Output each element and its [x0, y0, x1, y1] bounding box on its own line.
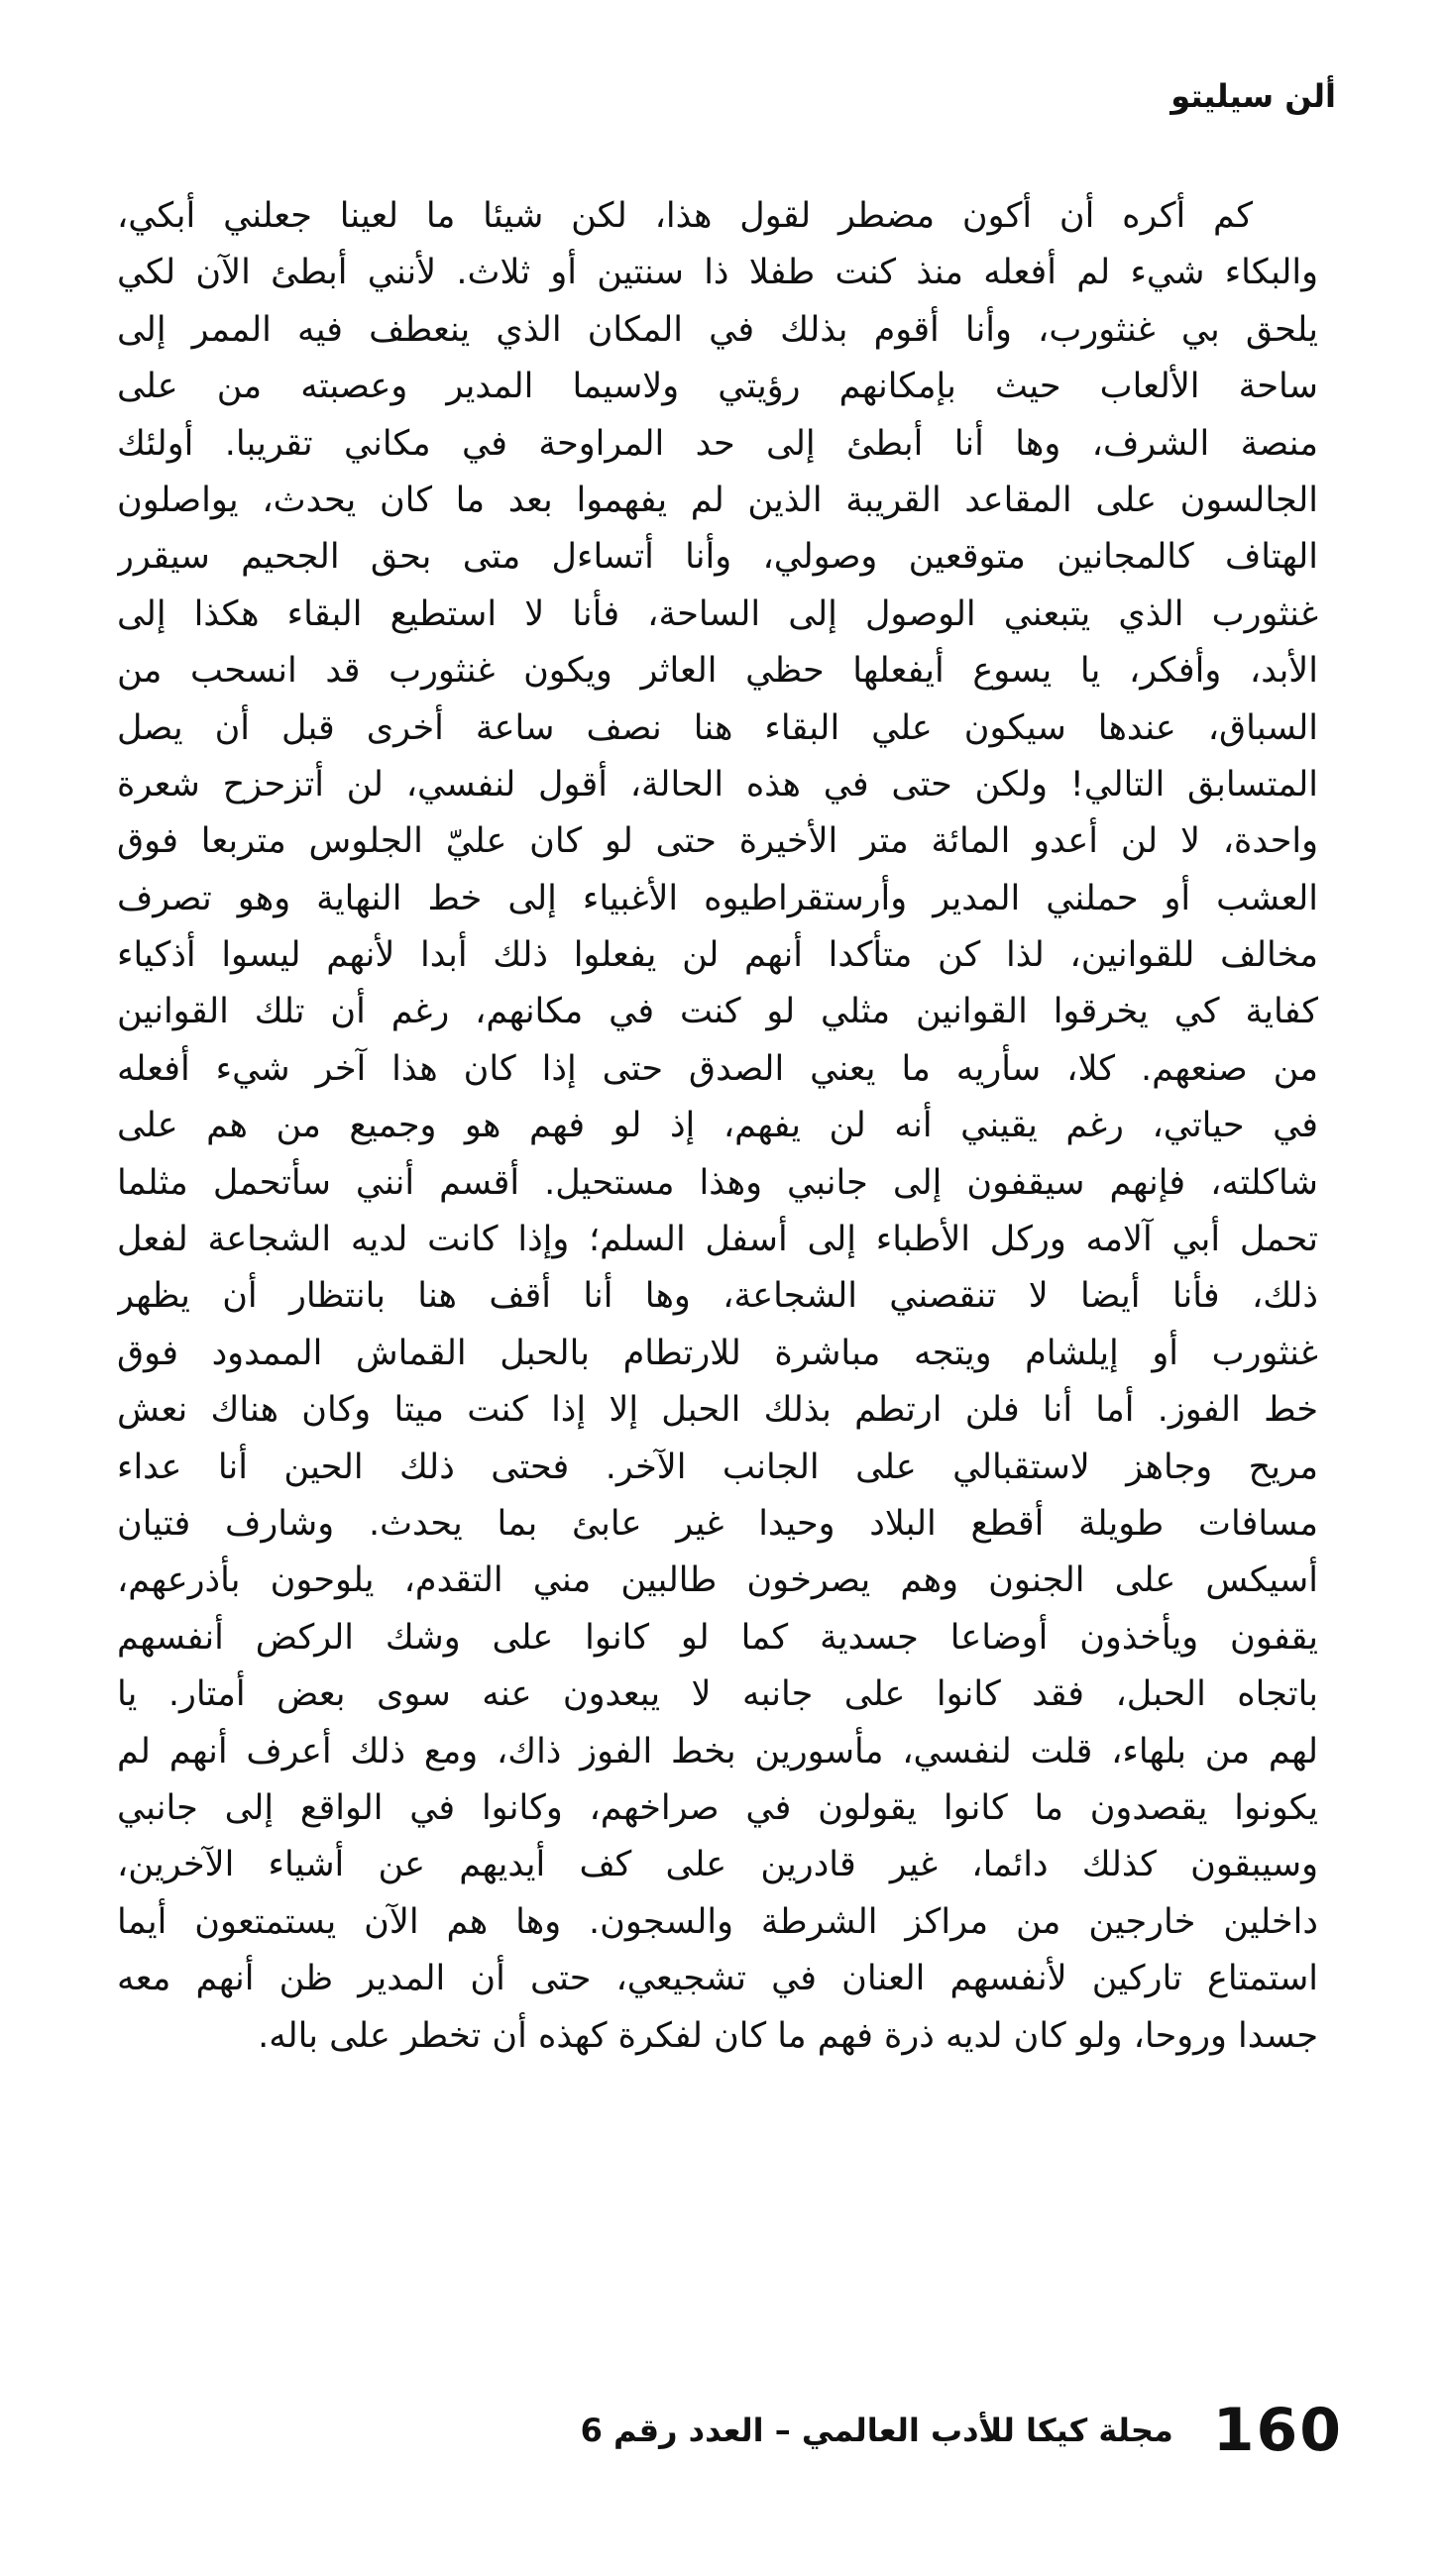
running-header-author: ألن سيليتو: [1170, 77, 1336, 115]
text-line: الأبد، وأفكر، يا يسوع أيفعلها حظي العاثر ويكون غنثورب قد انسحب من: [117, 651, 1318, 692]
text-line: مسافات طويلة أقطع البلاد وحيدا غير عابئ بما يحدث. وشارف فتيان: [117, 1503, 1318, 1544]
text-line: مخالف للقوانين، لذا كن متأكدا أنهم لن يفعلوا ذلك أبدا لأنهم ليسوا أذكياء: [117, 935, 1318, 976]
text-line: في حياتي، رغم يقيني أنه لن يفهم، إذ لو فهم هو وجميع من هم على: [117, 1106, 1318, 1146]
text-line: وسيبقون كذلك دائما، غير قادرين على كف أيديهم عن أشياء الآخرين،: [117, 1845, 1318, 1885]
text-line: باتجاه الحبل، فقد كانوا على جانبه لا يبعدون عنه سوى بعض أمتار. يا: [117, 1674, 1318, 1715]
text-line: يلحق بي غنثورب، وأنا أقوم بذلك في المكان الذي ينعطف فيه الممر إلى: [117, 309, 1318, 350]
text-line: أسيكس على الجنون وهم يصرخون طالبين مني التقدم، يلوحون بأذرعهم،: [117, 1560, 1318, 1601]
text-line: جسدا وروحا، ولو كان لديه ذرة فهم ما كان لفكرة كهذه أن تخطر على باله.: [258, 2015, 1318, 2056]
text-line: الهتاف كالمجانين متوقعين وصولي، وأنا أتساءل متى بحق الجحيم سيقرر: [117, 537, 1318, 578]
text-line: يقفون ويأخذون أوضاعا جسدية كما لو كانوا على وشك الركض أنفسهم: [117, 1617, 1318, 1658]
text-line: الجالسون على المقاعد القريبة الذين لم يفهموا بعد ما كان يحدث، يواصلون: [117, 480, 1318, 520]
text-line: والبكاء شيء لم أفعله منذ كنت طفلا ذا سنتين أو ثلاث. لأنني أبطئ الآن لكي: [117, 253, 1318, 293]
body-text: [117, 188, 1318, 2065]
text-line: ساحة الألعاب حيث بإمكانهم رؤيتي ولاسيما المدير وعصبته من على: [117, 367, 1318, 407]
text-line: منصة الشرف، وها أنا أبطئ إلى حد المراوحة في مكاني تقريبا. أولئك: [117, 423, 1318, 464]
text-line: تحمل أبي آلامه وركل الأطباء إلى أسفل السلم؛ وإذا كانت لديه الشجاعة لفعل: [117, 1220, 1318, 1260]
journal-name: مجلة كيكا للأدب العالمي – العدد رقم 6: [580, 2412, 1173, 2449]
text-line: السباق، عندها سيكون علي البقاء هنا نصف ساعة أخرى قبل أن يصل: [117, 707, 1318, 748]
text-line: مريح وجاهز لاستقبالي على الجانب الآخر. فحتى ذلك الحين أنا عداء: [117, 1447, 1318, 1487]
text-line: واحدة، لا لن أعدو المائة متر الأخيرة حتى لو كان عليّ الجلوس متربعا فوق: [117, 821, 1318, 862]
page-number: 160: [1212, 2396, 1343, 2465]
text-line: يكونوا يقصدون ما كانوا يقولون في صراخهم، وكانوا في الواقع إلى جانبي: [117, 1787, 1318, 1828]
text-line: المتسابق التالي! ولكن حتى في هذه الحالة، أقول لنفسي، لن أتزحزح شعرة: [117, 764, 1318, 805]
text-line: كم أكره أن أكون مضطر لقول هذا، لكن شيئا ما لعينا جعلني أبكي،: [117, 196, 1253, 236]
text-line: استمتاع تاركين لأنفسهم العنان في تشجيعي، حتى أن المدير ظن أنهم معه: [117, 1959, 1318, 1999]
text-line: من صنعهم. كلا، سأريه ما يعني الصدق حتى إذا كان هذا آخر شيء أفعله: [117, 1048, 1318, 1089]
text-line: ذلك، فأنا أيضا لا تنقصني الشجاعة، وها أنا أقف هنا بانتظار أن يظهر: [117, 1276, 1318, 1317]
text-line: شاكلته، فإنهم سيقفون إلى جانبي وهذا مستحيل. أقسم أنني سأتحمل مثلما: [117, 1162, 1318, 1203]
text-line: خط الفوز. أما أنا فلن ارتطم بذلك الحبل إلا إذا كنت ميتا وكان هناك نعش: [117, 1390, 1318, 1431]
text-line: العشب أو حملني المدير وأرستقراطيوه الأغبياء إلى خط النهاية وهو تصرف: [117, 878, 1318, 918]
text-line: غنثورب أو إيلشام ويتجه مباشرة للارتطام بالحبل القماش الممدود فوق: [117, 1333, 1318, 1373]
text-line: لهم من بلهاء، قلت لنفسي، مأسورين بخط الفوز ذاك، ومع ذلك أعرف أنهم لم: [117, 1731, 1318, 1771]
text-line: داخلين خارجين من مراكز الشرطة والسجون. وها هم الآن يستمتعون أيما: [117, 1901, 1318, 1942]
text-line: غنثورب الذي يتبعني الوصول إلى الساحة، فأنا لا استطيع البقاء هكذا إلى: [117, 593, 1318, 634]
page-footer: [581, 2396, 1343, 2465]
text-line: كفاية كي يخرقوا القوانين مثلي لو كنت في مكانهم، رغم أن تلك القوانين: [117, 992, 1318, 1032]
